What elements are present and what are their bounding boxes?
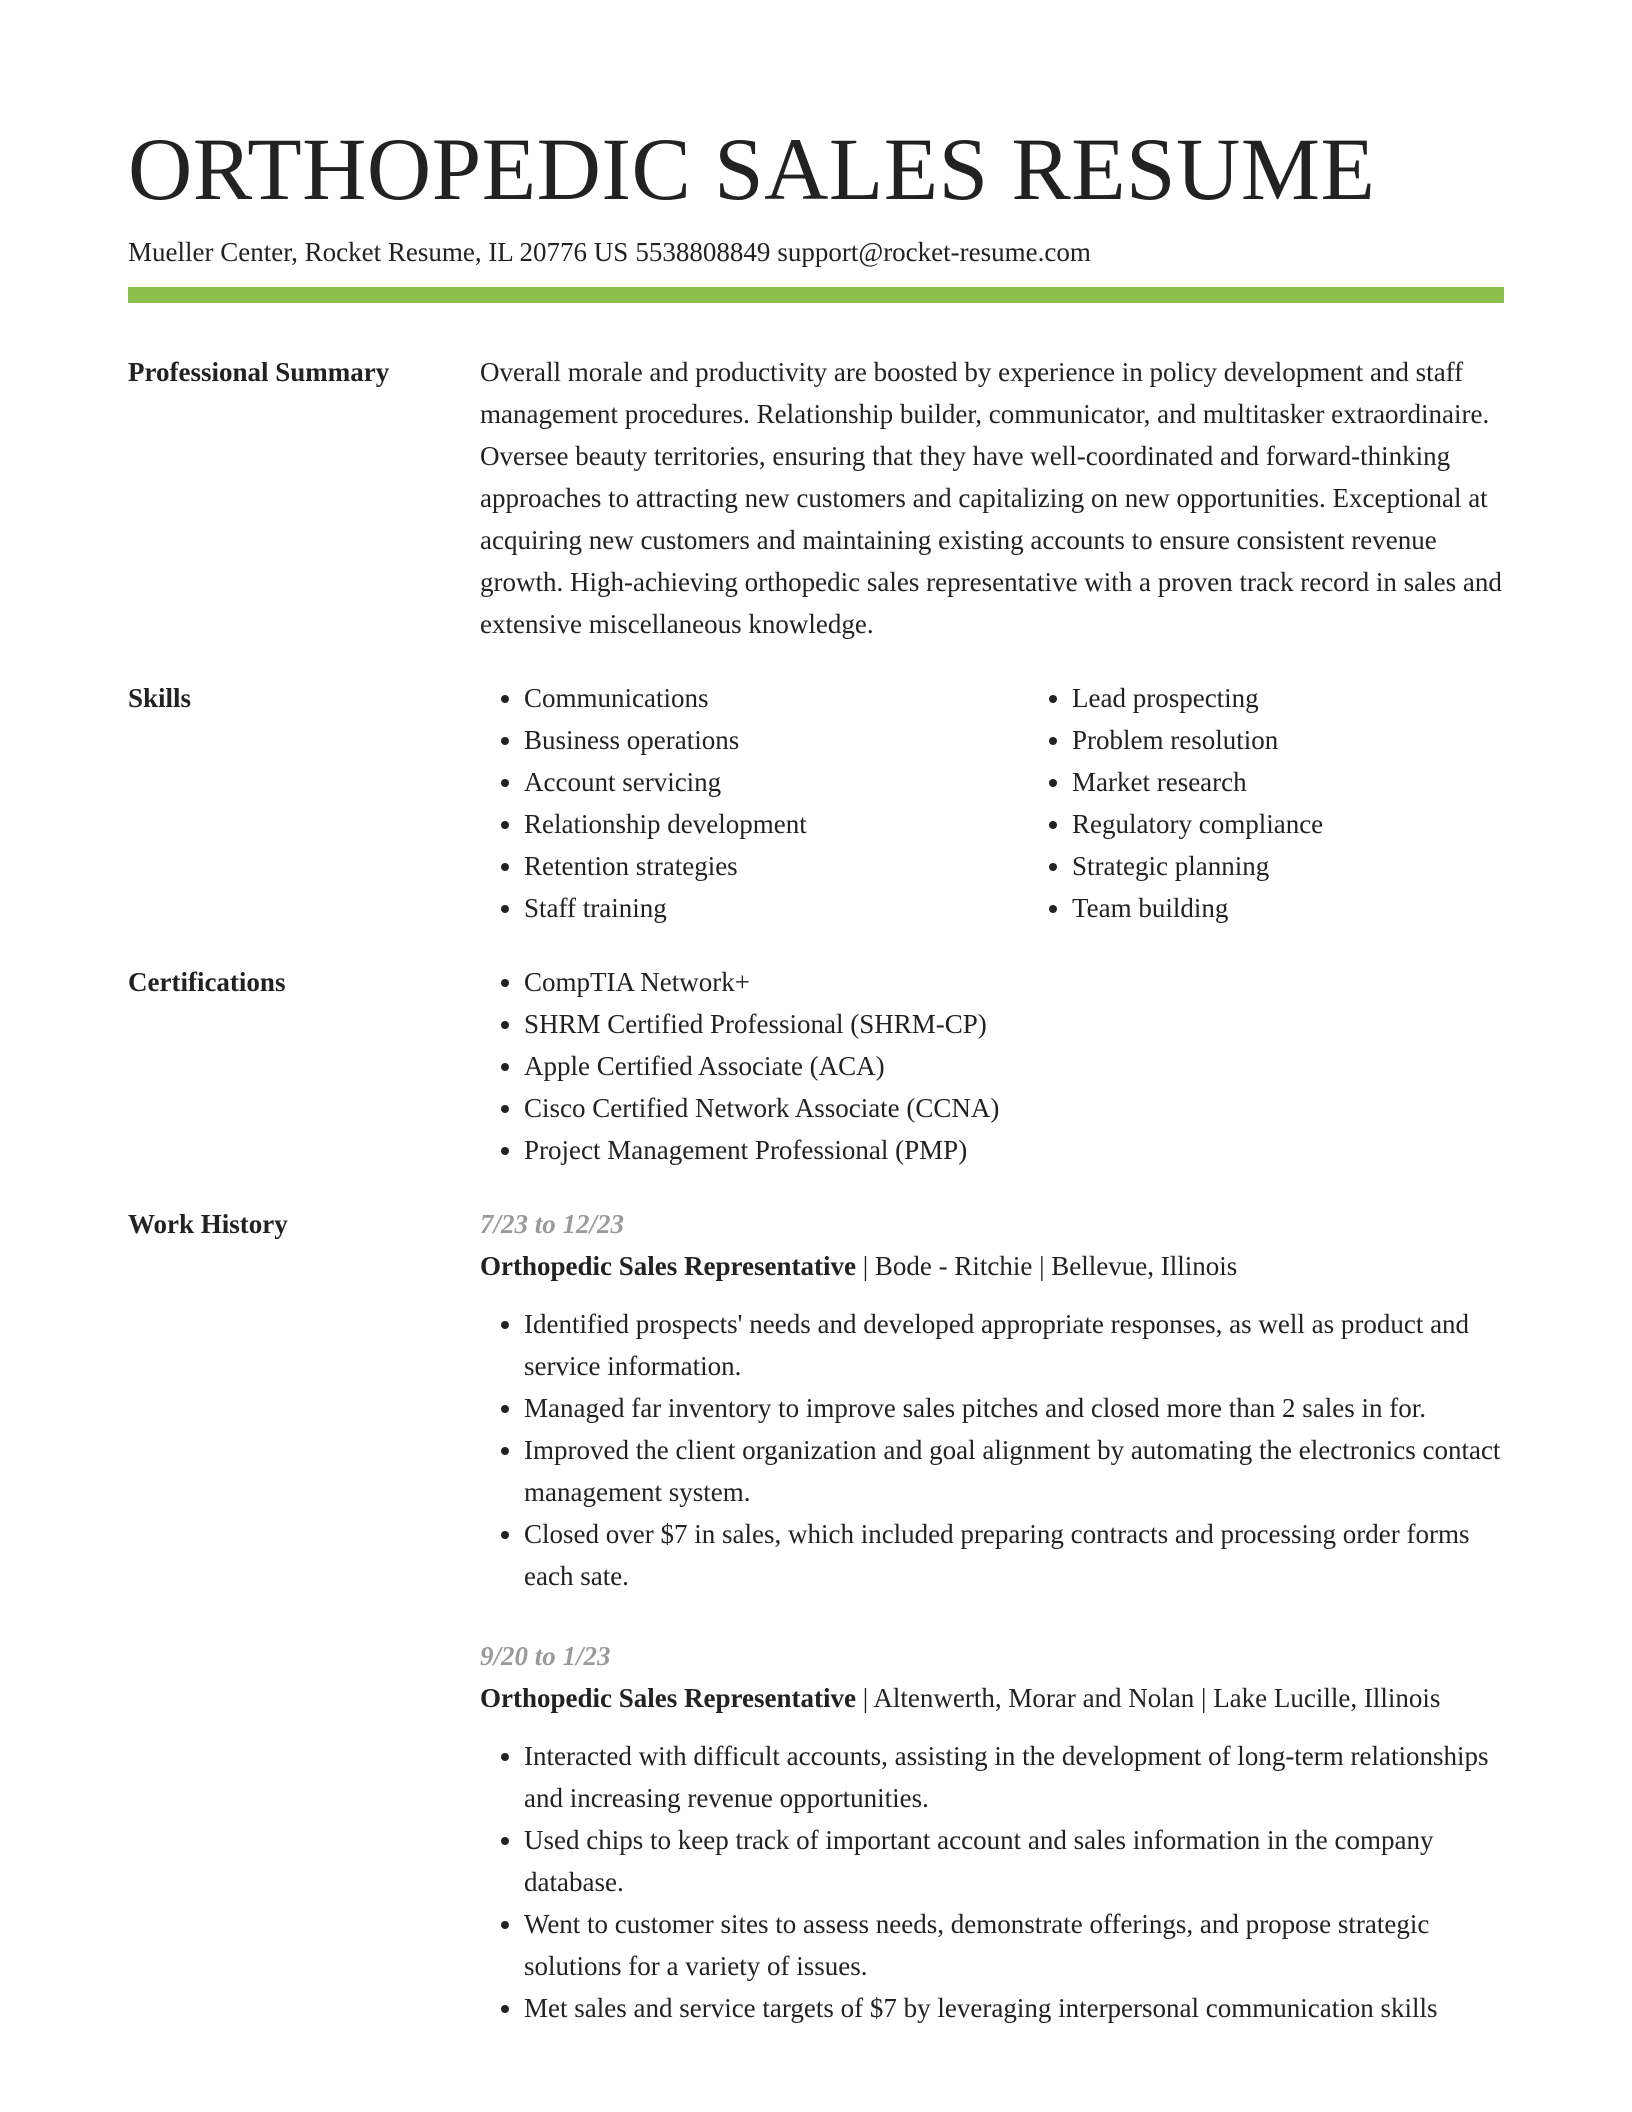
summary-body: [480, 351, 1504, 645]
job-dates: 7/23 to 12/23: [480, 1209, 625, 1239]
skills-list-right: [1028, 677, 1576, 929]
skill-item: • Lead prospecting: [1072, 677, 1576, 719]
job-title: Orthopedic Sales Representative: [480, 1683, 856, 1713]
certification-item: • Apple Certified Associate (ACA): [524, 1045, 1504, 1087]
job-title: Orthopedic Sales Representative: [480, 1251, 856, 1281]
certification-item: • Cisco Certified Network Associate (CCNA): [524, 1087, 1504, 1129]
work-history-body: [480, 1203, 1504, 2029]
summary-text: Overall morale and productivity are boosted by experience in policy development and staff management procedures. Relationship builder, communicator, and multitasker extraordinaire. Oversee beauty territories, ensuring that they have well-coordinated and forward-thinking approaches to attracting new customers and capitalizing on new opportunities. Exceptional at acquiring new customers and maintaining existing accounts to ensure consistent revenue growth. High-achieving orthopedic sales representative with a proven track record in sales and extensive miscellaneous knowledge.: [480, 357, 1502, 639]
job-bullet: • Used chips to keep track of important account and sales information in the company database.: [524, 1819, 1504, 1903]
job-bullet: • Closed over $7 in sales, which included preparing contracts and processing order forms each sate.: [524, 1513, 1504, 1597]
job-details: | Bode - Ritchie | Bellevue, Illinois: [855, 1251, 1238, 1281]
certification-item: • Project Management Professional (PMP): [524, 1129, 1504, 1171]
contact-phone: 5538808849: [635, 237, 771, 267]
skill-item: • Market research: [1072, 761, 1576, 803]
section-label-work-history: Work History: [128, 1209, 288, 1239]
skills-list-left: [480, 677, 1028, 929]
skill-item: • Retention strategies: [524, 845, 1028, 887]
job-bullet: • Improved the client organization and goal alignment by automating the electronics contact management system.: [524, 1429, 1504, 1513]
skill-item: • Relationship development: [524, 803, 1028, 845]
skill-item: • Regulatory compliance: [1072, 803, 1576, 845]
job-heading: [480, 1677, 1504, 1719]
job-entry: [480, 1203, 1504, 1597]
section-label-summary: Professional Summary: [128, 357, 390, 387]
resume-title: ORTHOPEDIC SALES RESUME: [128, 121, 1376, 219]
job-heading: [480, 1245, 1504, 1287]
contact-line: [128, 234, 1504, 270]
job-dates: 9/20 to 1/23: [480, 1641, 611, 1671]
section-label-certifications: Certifications: [128, 967, 286, 997]
contact-address: Mueller Center, Rocket Resume, IL 20776 US: [128, 237, 629, 267]
skills-body: [480, 677, 1576, 929]
job-details: | Altenwerth, Morar and Nolan | Lake Lucille, Illinois: [855, 1683, 1441, 1713]
skill-item: • Team building: [1072, 887, 1576, 929]
contact-email: support@rocket-resume.com: [777, 237, 1091, 267]
header-divider: [128, 287, 1504, 303]
work-history-section: [128, 1203, 1504, 2029]
job-entry: [480, 1635, 1504, 2029]
certification-item: • SHRM Certified Professional (SHRM-CP): [524, 1003, 1504, 1045]
job-bullet: • Identified prospects' needs and developed appropriate responses, as well as product and service information.: [524, 1303, 1504, 1387]
job-bullet: • Went to customer sites to assess needs, demonstrate offerings, and propose strategic solutions for a variety of issues.: [524, 1903, 1504, 1987]
skills-section: [128, 677, 1504, 929]
skill-item: • Business operations: [524, 719, 1028, 761]
certification-item: • CompTIA Network+: [524, 961, 1504, 1003]
certifications-body: [480, 961, 1504, 1171]
section-label-skills: Skills: [128, 683, 192, 713]
job-bullet: • Interacted with difficult accounts, assisting in the development of long-term relationships and increasing revenue opportunities.: [524, 1735, 1504, 1819]
skill-item: • Staff training: [524, 887, 1028, 929]
skill-item: • Problem resolution: [1072, 719, 1576, 761]
professional-summary-section: [128, 351, 1504, 645]
job-bullets: [480, 1735, 1504, 2029]
resume-page: [128, 118, 1504, 2029]
skill-item: • Account servicing: [524, 761, 1028, 803]
certifications-list: [480, 961, 1504, 1171]
skill-item: • Strategic planning: [1072, 845, 1576, 887]
skill-item: • Communications: [524, 677, 1028, 719]
job-bullet: • Met sales and service targets of $7 by leveraging interpersonal communication skills: [524, 1987, 1504, 2029]
job-bullets: [480, 1303, 1504, 1597]
certifications-section: [128, 961, 1504, 1171]
job-bullet: • Managed far inventory to improve sales pitches and closed more than 2 sales in for.: [524, 1387, 1504, 1429]
